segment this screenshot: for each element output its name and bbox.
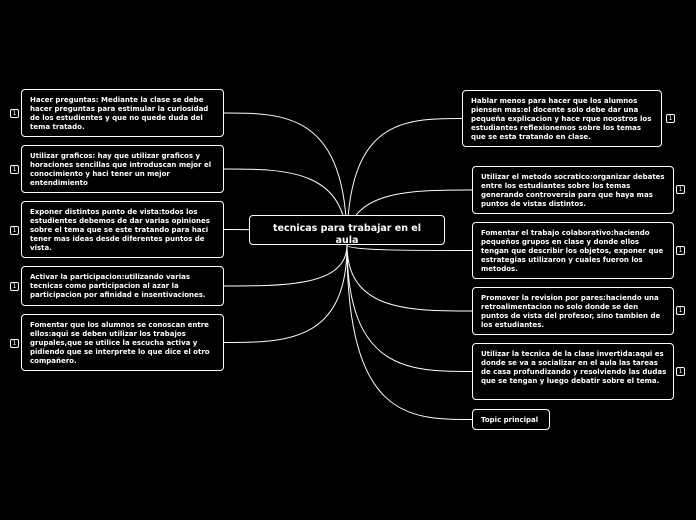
topic-label: Utilizar el metodo socratico:organizar debates entre los estudiantes sobre los temas generando controversia para que haya mas puntos de vistas distintos.	[481, 173, 665, 208]
connector-L3	[224, 245, 347, 286]
topic-label: Exponer distintos punto de vista:todos los estudientes debemos de dar varias opiniones sobre el tema que se este tratando para haci tener mas ideas desde diferentes puntos de vista.	[30, 208, 210, 252]
count-badge[interactable]: 1	[676, 306, 685, 315]
topic-principal[interactable]	[472, 409, 550, 430]
count-badge[interactable]: 1	[10, 109, 19, 118]
count-badge[interactable]: 1	[10, 282, 19, 291]
topic-trabajo-colaborativo[interactable]	[472, 222, 674, 279]
connector-R5	[347, 245, 472, 420]
connector-L4	[224, 245, 347, 343]
count-badge[interactable]: 1	[666, 114, 675, 123]
count-badge[interactable]: 1	[676, 185, 685, 194]
topic-label: Fomentar que los alumnos se conoscan entre ellos:aqui se deben utilizar los trabajos grupales,que se utilice la escucha activa y pidiendo que se interprete lo que dice el otro compañero.	[30, 321, 210, 365]
central-topic-label: tecnicas para trabajar en el aula	[273, 223, 421, 246]
count-badge[interactable]: 1	[10, 165, 19, 174]
count-badge[interactable]: 1	[10, 226, 19, 235]
topic-exponer-puntos-de-vista[interactable]	[21, 201, 224, 258]
connector-R3	[347, 245, 472, 311]
connector-R2	[347, 245, 472, 251]
topic-fomentar-conocerse[interactable]	[21, 314, 224, 371]
topic-activar-participacion[interactable]	[21, 266, 224, 306]
topic-label: Activar la participacion:utilizando varias tecnicas como participacion al azar la participacion por afinidad e insentivaciones.	[30, 273, 206, 299]
topic-clase-invertida[interactable]	[472, 343, 674, 400]
topic-label: Hablar menos para hacer que los alumnos piensen mas:el docente solo debe dar una pequeña explicacion y hace rque noostros los estudiantes reflexionemos sobre los temas que se esta tratando en clase.	[471, 97, 652, 141]
count-badge[interactable]: 1	[676, 367, 685, 376]
topic-label: Fomentar el trabajo colaborativo:haciendo pequeños grupos en clase y donde ellos tengan que describir los objetos, exponer que estrategias utilizaron y cuales fueron los metodos.	[481, 229, 664, 273]
topic-hacer-preguntas[interactable]	[21, 89, 224, 137]
central-topic[interactable]	[249, 215, 445, 245]
topic-label: Promover la revision por pares:haciendo una retroalimentacion no solo donde se den puntos de vista del profesor, sino tambien de los estudiantes.	[481, 294, 661, 329]
count-badge[interactable]: 1	[676, 246, 685, 255]
topic-hablar-menos[interactable]	[462, 90, 662, 147]
topic-utilizar-graficos[interactable]	[21, 145, 224, 193]
topic-label: Utilizar graficos: hay que utilizar graficos y horaciones sencillas que introduscan mejor el conocimiento y haci tener un mejor entendimiento	[30, 152, 212, 187]
topic-metodo-socratico[interactable]	[472, 166, 674, 214]
count-badge[interactable]: 1	[10, 339, 19, 348]
topic-revision-por-pares[interactable]	[472, 287, 674, 335]
topic-label: Hacer preguntas: Mediante la clase se debe hacer preguntas para estimular la curiosidad de los estudientes y que no quede duda del tema tratado.	[30, 96, 209, 131]
topic-label: Utilizar la tecnica de la clase invertida:aqui es donde se va a socializar en el aula las tareas de casa profundizando y resolviendo las dudas que se tengan y luego debatir sobre el tema.	[481, 350, 667, 385]
topic-label: Topic principal	[481, 416, 539, 424]
